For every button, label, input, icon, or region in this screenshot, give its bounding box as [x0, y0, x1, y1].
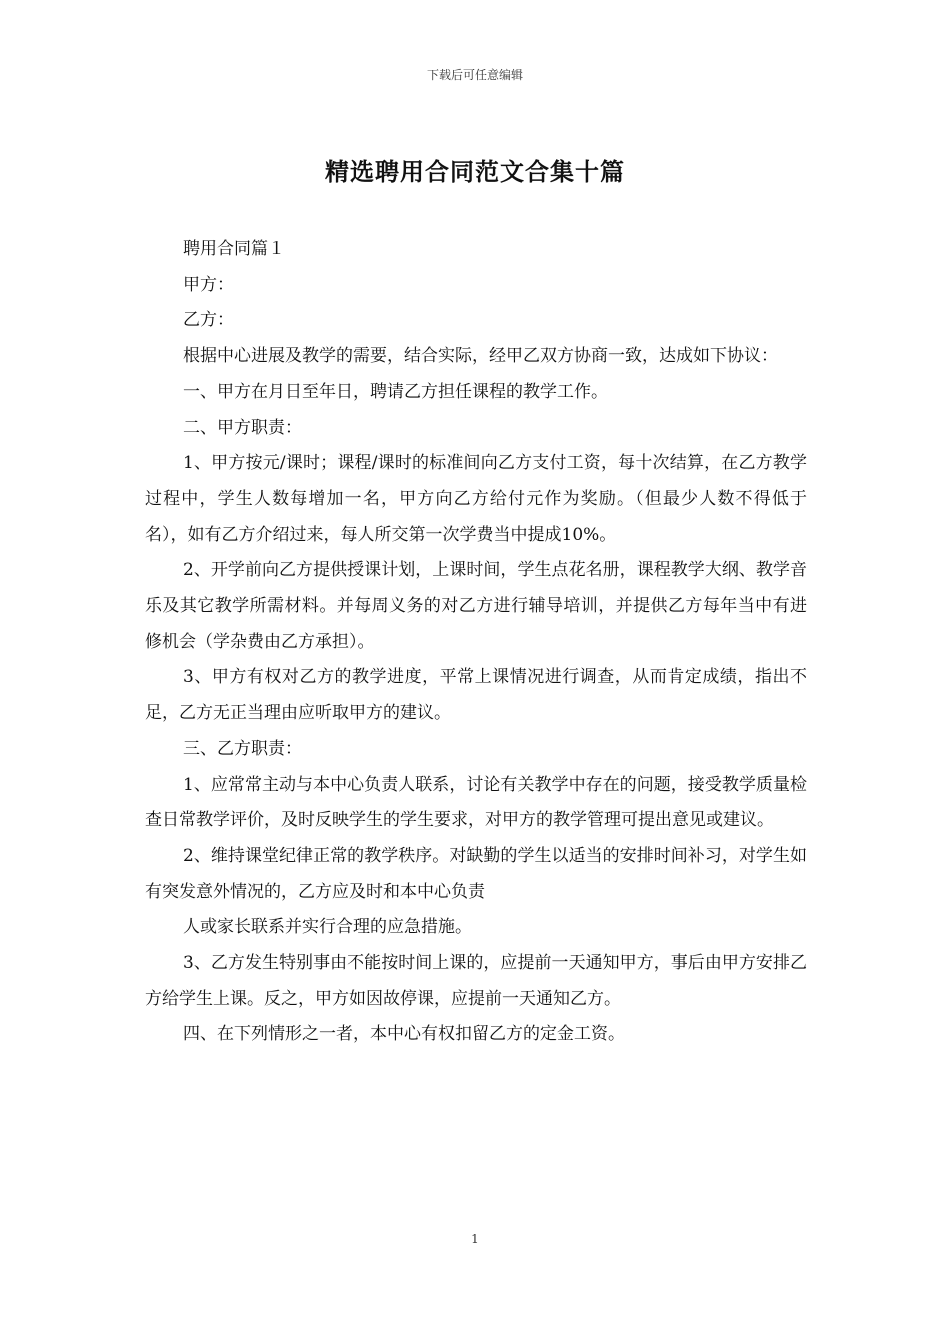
- document-title: 精选聘用合同范文合集十篇: [325, 158, 625, 186]
- paragraph: 1、甲方按元/课时；课程/课时的标准间向乙方支付工资，每十次结算，在乙方教学过程中，学生人数每增加一名，甲方向乙方给付元作为奖励。（但最少人数不得低于名），如有乙方介绍过来，每人所交第一次学费当中提成10%。: [145, 453, 807, 545]
- paragraph: 2、维持课堂纪律正常的教学秩序。对缺勤的学生以适当的安排时间补习，对学生如有突发意外情况的，乙方应及时和本中心负责: [145, 845, 807, 902]
- party-a-label: 甲方：: [183, 274, 234, 295]
- clause-heading: 三、乙方职责：: [183, 738, 302, 759]
- paragraph: 根据中心进展及教学的需要，结合实际，经甲乙双方协商一致，达成如下协议：: [183, 346, 778, 367]
- clause-heading: 一、甲方在月日至年日，聘请乙方担任课程的教学工作。: [183, 381, 608, 402]
- paragraph: 3、乙方发生特别事由不能按时间上课的，应提前一天通知甲方，事后由甲方安排乙方给学生上课。反之，甲方如因故停课，应提前一天通知乙方。: [145, 953, 807, 1009]
- paragraph: 2、开学前向乙方提供授课计划，上课时间，学生点花名册，课程教学大纲、教学音乐及其它教学所需材料。并每周义务的对乙方进行辅导培训，并提供乙方每年当中有进修机会（学杂费由乙方承担）。: [145, 560, 807, 652]
- paragraph: 1、应常常主动与本中心负责人联系，讨论有关教学中存在的问题，接受教学质量检查日常教学评价，及时反映学生的学生要求，对甲方的教学管理可提出意见或建议。: [145, 774, 807, 831]
- clause-heading: 四、在下列情形之一者，本中心有权扣留乙方的定金工资。: [183, 1024, 625, 1045]
- paragraph: 人或家长联系并实行合理的应急措施。: [183, 917, 472, 938]
- section-heading: 聘用合同篇１: [183, 239, 285, 259]
- clause-heading: 二、甲方职责：: [183, 417, 302, 438]
- document-body: [145, 232, 807, 1053]
- party-b-label: 乙方：: [183, 310, 234, 331]
- page-header-note: 下载后可任意编辑: [426, 68, 523, 82]
- paragraph: 3、甲方有权对乙方的教学进度，平常上课情况进行调查，从而肯定成绩，指出不足，乙方无正当理由应听取甲方的建议。: [145, 667, 807, 724]
- page-number: 1: [471, 1232, 479, 1246]
